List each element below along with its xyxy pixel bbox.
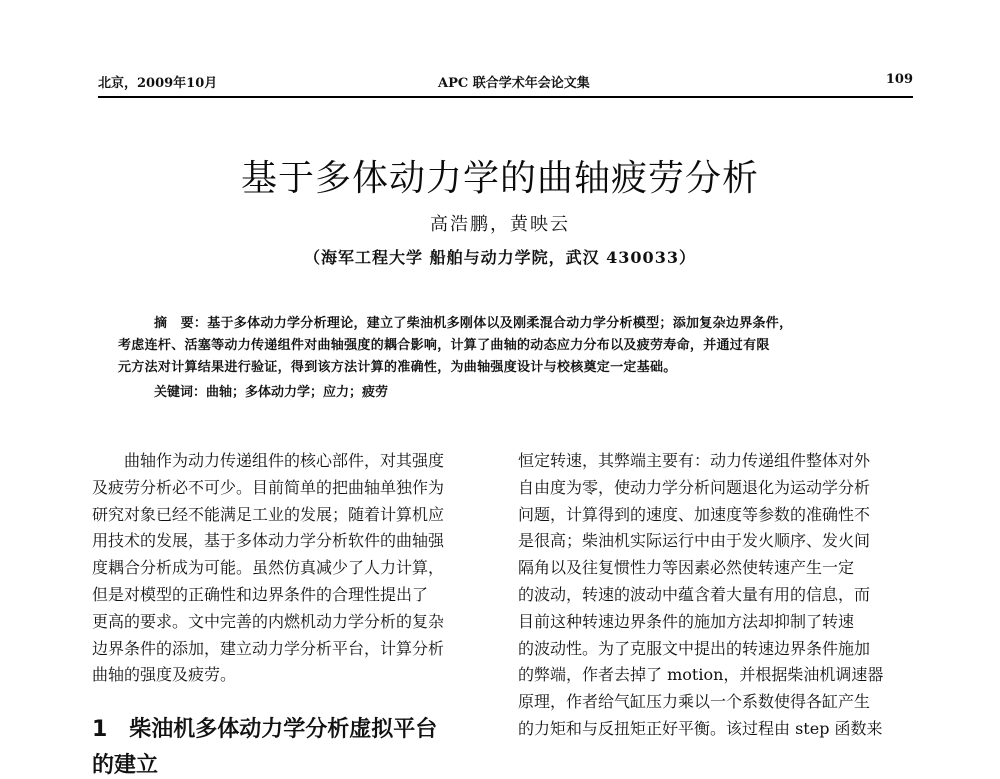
abstract-line: 考虑连杆、活塞等动力传递组件对曲轴强度的耦合影响，计算了曲轴的动态应力分布以及疲劳寿命，并通过有限 [118,338,770,353]
body-line: 边界条件的添加，建立动力学分析平台，计算分析 [92,638,445,658]
body-line: 及疲劳分析必不可少。目前简单的把曲轴单独作为 [92,477,445,497]
running-header [98,72,913,98]
body-line: 原理，作者给气缸压力乘以一个系数使得各缸产生 [518,692,871,712]
body-line: 曲轴作为动力传递组件的核心部件，对其强度 [124,451,445,470]
body-right-column [518,448,918,743]
body-line: 曲轴的强度及疲劳。 [92,665,237,685]
header-date: 北京，2009年10月 [98,76,218,91]
body-line: 是很高；柴油机实际运行中由于发火顺序、发火间 [518,531,871,551]
abstract-line: 元方法对计算结果进行验证，得到该方法计算的准确性，为曲轴强度设计与校核奠定一定基础。 [118,360,677,375]
body-line: 隔角以及往复惯性力等因素必然使转速产生一定 [518,558,855,578]
abstract [118,313,888,379]
body-line: 的波动性。为了克服文中提出的转速边界条件施加 [518,638,871,658]
paper-affiliation: （海军工程大学 船舶与动力学院，武汉 430033） [304,248,696,267]
body-line: 用技术的发展，基于多体动力学分析软件的曲轴强 [92,531,445,551]
body-line: 度耦合分析成为可能。虽然仿真减少了人力计算， [92,558,445,578]
keywords: 关键词：曲轴；多体动力学；应力；疲劳 [154,385,389,400]
header-proceedings: APC 联合学术年会论文集 [438,76,590,91]
body-line: 自由度为零，使动力学分析问题退化为运动学分析 [518,477,871,497]
paper-title: 基于多体动力学的曲轴疲劳分析 [240,158,759,199]
body-line: 的弊端，作者去掉了 motion，并根据柴油机调速器 [518,665,884,685]
body-line: 问题，计算得到的速度、加速度等参数的准确性不 [518,504,871,524]
body-line: 研究对象已经不能满足工业的发展；随着计算机应 [92,504,445,524]
body-line: 目前这种转速边界条件的施加方法却抑制了转速 [518,611,855,631]
header-page-number: 109 [885,72,913,87]
section-heading: 1 柴油机多体动力学分析虚拟平台 [92,717,438,742]
body-left-column [92,448,497,689]
paper-authors: 高浩鹏，黄映云 [430,214,570,235]
section-heading-continued: 的建立 [92,753,159,778]
body-line: 恒定转速，其弊端主要有：动力传递组件整体对外 [518,451,871,470]
body-line: 的波动，转速的波动中蕴含着大量有用的信息，而 [518,584,871,604]
abstract-line: 摘 要：基于多体动力学分析理论，建立了柴油机多刚体以及刚柔混合动力学分析模型；添加复杂边界条件， [154,316,793,331]
body-line: 更高的要求。文中完善的内燃机动力学分析的复杂 [92,611,445,631]
body-line: 的力矩和与反扭矩正好平衡。该过程由 step 函数来 [518,718,883,738]
body-line: 但是对模型的正确性和边界条件的合理性提出了 [92,584,429,604]
